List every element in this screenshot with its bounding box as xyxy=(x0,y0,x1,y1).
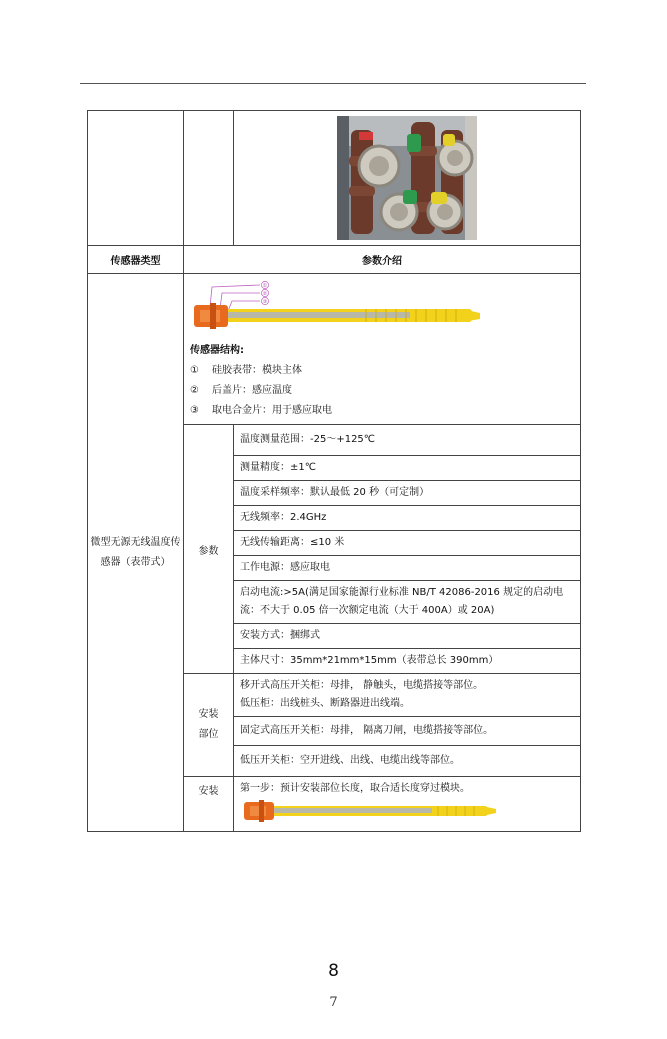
param-row: 启动电流:>5A(满足国家能源行业标准 NB/T 42086-2016 规定的启动电流：不大于 0.05 倍一次额定电流（大于 400A）或 20A) xyxy=(234,581,580,624)
structure-item-text: 取电合金片：用于感应取电 xyxy=(212,405,332,416)
location-item xyxy=(234,717,581,746)
structure-row xyxy=(88,274,581,425)
structure-cell xyxy=(184,274,581,425)
param-row: 工作电源：感应取电 xyxy=(234,556,580,581)
location-line: 移开式高压开关柜：母排， 静触头，电缆搭接等部位。 xyxy=(240,680,484,691)
param-row: 主体尺寸：35mm*21mm*15mm（表带总长 390mm） xyxy=(240,655,499,666)
structure-item-text: 后盖片：感应温度 xyxy=(212,385,292,396)
header-rule xyxy=(80,83,586,84)
param-row: 温度测量范围：-25～+125℃ xyxy=(234,425,580,456)
params-list xyxy=(234,425,580,673)
location-label: 安装部位 xyxy=(184,674,234,777)
install-label: 安装 xyxy=(184,777,234,832)
marker-1: ① xyxy=(262,283,268,290)
sensor-type-cell: 微型无源无线温度传感器（表带式） xyxy=(88,274,184,832)
location-line: 低压开关柜：空开进线、出线、电缆出线等部位。 xyxy=(240,755,460,766)
marker-3: ③ xyxy=(262,299,268,306)
marker-2: ② xyxy=(262,291,268,298)
structure-item xyxy=(190,401,574,421)
empty-cell xyxy=(184,111,234,246)
params-list-cell xyxy=(234,425,581,674)
param-row: 无线频率：2.4GHz xyxy=(234,506,580,531)
install-step-diagram xyxy=(242,800,502,822)
page-number-secondary: 7 xyxy=(329,995,338,1010)
params-label: 参数 xyxy=(184,425,234,674)
sensor-type-header: 传感器类型 xyxy=(88,246,184,274)
param-row: 温度采样频率：默认最低 20 秒（可定制） xyxy=(234,481,580,506)
location-line: 固定式高压开关柜：母排， 隔离刀闸，电缆搭接等部位。 xyxy=(240,725,494,736)
location-item xyxy=(234,674,581,717)
param-intro-header: 参数介绍 xyxy=(184,246,581,274)
install-cell xyxy=(234,777,581,832)
install-step-1: 第一步：预计安装部位长度，取合适长度穿过模块。 xyxy=(240,783,470,794)
empty-cell xyxy=(88,111,184,246)
location-item xyxy=(234,746,581,777)
page-number: 8 xyxy=(328,961,339,981)
sensor-spec-table xyxy=(87,110,581,832)
structure-item-text: 硅胶表带：模块主体 xyxy=(212,365,302,376)
param-row: 测量精度：±1℃ xyxy=(234,456,580,481)
location-line: 低压柜：出线桩头、断路器进出线端。 xyxy=(240,698,410,709)
param-row: 无线传输距离：≤10 米 xyxy=(234,531,580,556)
structure-item xyxy=(190,361,574,381)
param-row: 安装方式：捆绑式 xyxy=(234,624,580,649)
photo-cell xyxy=(234,111,581,246)
table-header-row xyxy=(88,246,581,274)
photo-row xyxy=(88,111,581,246)
structure-item-num: ③ xyxy=(190,405,199,416)
structure-item-num: ① xyxy=(190,365,199,376)
sensor-structure-diagram xyxy=(190,279,490,337)
structure-item-num: ② xyxy=(190,385,199,396)
structure-item xyxy=(190,381,574,401)
structure-title: 传感器结构: xyxy=(190,345,244,356)
switchgear-photo xyxy=(337,116,477,240)
